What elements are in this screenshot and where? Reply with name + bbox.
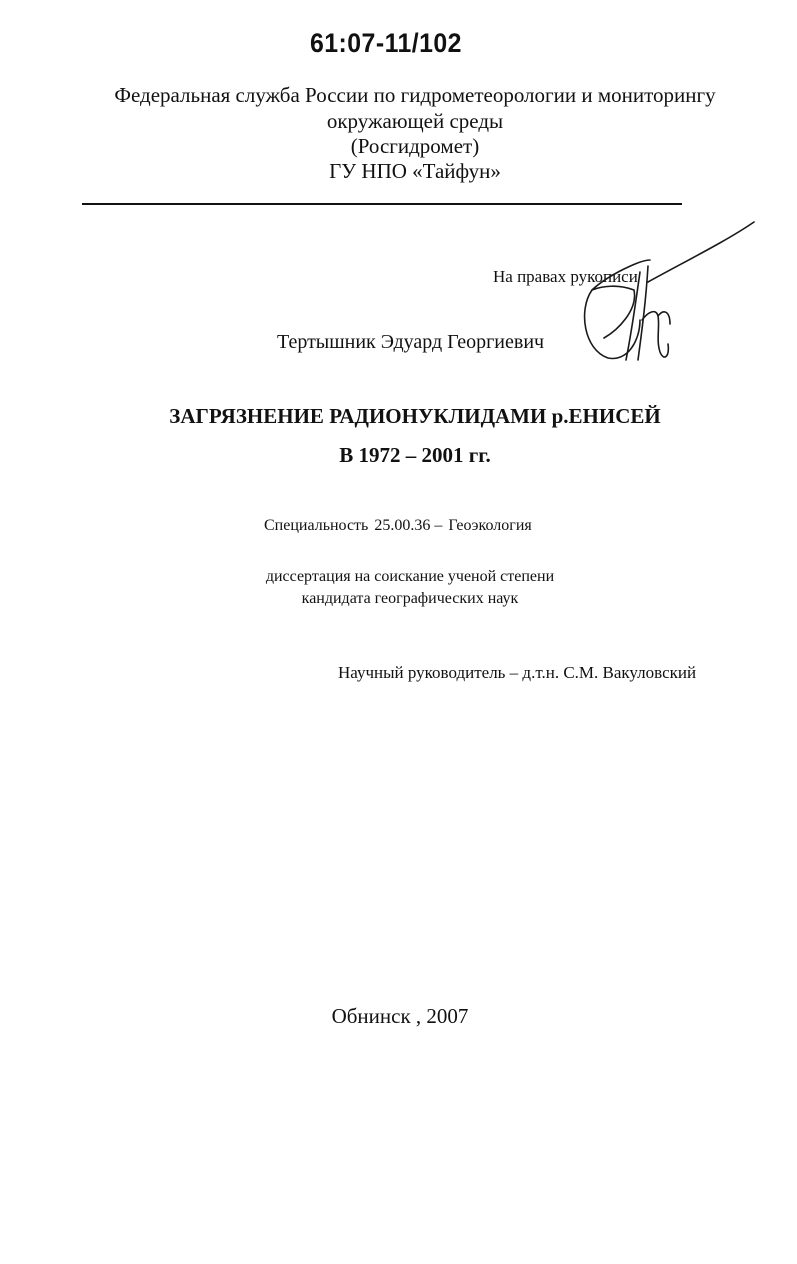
scientific-supervisor: Научный руководитель – д.т.н. С.М. Вакуловский bbox=[338, 663, 697, 682]
specialty-name: Геоэкология bbox=[448, 517, 532, 534]
handwritten-signature-icon bbox=[578, 220, 758, 370]
archive-stamp: 61:07-11/102 bbox=[310, 28, 462, 58]
city-year: Обнинск , 2007 bbox=[331, 1004, 469, 1028]
header-org-line-1: Федеральная служба России по гидрометеорологии и мониторингу bbox=[114, 83, 716, 107]
dissertation-title-line-2: В 1972 – 2001 гг. bbox=[339, 443, 491, 467]
degree-line-2: кандидата географических наук bbox=[301, 590, 519, 607]
header-org-line-2: окружающей среды bbox=[326, 109, 504, 133]
degree-line-1: диссертация на соискание ученой степени bbox=[265, 568, 555, 585]
specialty-label: Специальность bbox=[264, 517, 369, 534]
header-org-line-4: ГУ НПО «Тайфун» bbox=[329, 159, 501, 183]
dissertation-title-line-1: ЗАГРЯЗНЕНИЕ РАДИОНУКЛИДАМИ р.ЕНИСЕЙ bbox=[169, 404, 661, 428]
author-name: Тертышник Эдуард Георгиевич bbox=[277, 331, 545, 353]
manuscript-rights-note: На правах рукописи bbox=[493, 267, 638, 286]
header-divider bbox=[82, 203, 682, 205]
specialty-code: 25.00.36 – bbox=[374, 517, 443, 534]
header-org-line-3: (Росгидромет) bbox=[350, 134, 480, 158]
specialty-line bbox=[264, 517, 532, 535]
